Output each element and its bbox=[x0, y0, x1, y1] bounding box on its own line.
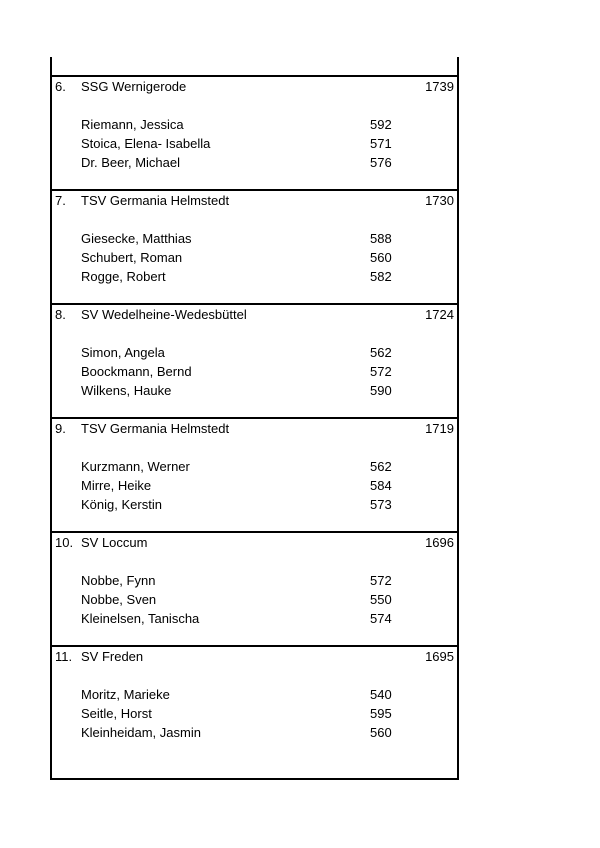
player-score: 550 bbox=[370, 592, 392, 607]
team-total: 1696 bbox=[425, 535, 454, 550]
player-name: Nobbe, Sven bbox=[81, 592, 157, 607]
team-total: 1719 bbox=[425, 421, 454, 436]
player-score: 572 bbox=[370, 364, 392, 379]
player-name: Mirre, Heike bbox=[81, 478, 152, 493]
team-rank: 10. bbox=[55, 535, 74, 550]
team-rank: 6. bbox=[55, 79, 66, 94]
player-score: 590 bbox=[370, 383, 392, 398]
player-score: 582 bbox=[370, 269, 392, 284]
team-rank: 9. bbox=[55, 421, 66, 436]
player-name: Moritz, Marieke bbox=[81, 687, 170, 702]
player-name: Kurzmann, Werner bbox=[81, 459, 190, 474]
team-block bbox=[52, 645, 457, 759]
player-score: 562 bbox=[370, 459, 392, 474]
player-name: Wilkens, Hauke bbox=[81, 383, 172, 398]
player-name: Rogge, Robert bbox=[81, 269, 166, 284]
player-name: König, Kerstin bbox=[81, 497, 162, 512]
player-name: Simon, Angela bbox=[81, 345, 165, 360]
team-club: TSV Germania Helmstedt bbox=[81, 193, 230, 208]
player-score: 562 bbox=[370, 345, 392, 360]
team-club: SV Loccum bbox=[81, 535, 148, 550]
player-score: 560 bbox=[370, 250, 392, 265]
team-block bbox=[52, 531, 457, 645]
player-score: 540 bbox=[370, 687, 392, 702]
player-name: Riemann, Jessica bbox=[81, 117, 184, 132]
team-block bbox=[52, 189, 457, 303]
player-score: 592 bbox=[370, 117, 392, 132]
player-name: Nobbe, Fynn bbox=[81, 573, 156, 588]
player-name: Stoica, Elena- Isabella bbox=[81, 136, 211, 151]
team-total: 1695 bbox=[425, 649, 454, 664]
player-score: 595 bbox=[370, 706, 392, 721]
player-score: 574 bbox=[370, 611, 392, 626]
player-score: 572 bbox=[370, 573, 392, 588]
player-score: 560 bbox=[370, 725, 392, 740]
team-club: SV Wedelheine-Wedesbüttel bbox=[81, 307, 247, 322]
team-block bbox=[52, 303, 457, 417]
player-name: Kleinelsen, Tanischa bbox=[81, 611, 200, 626]
team-club: TSV Germania Helmstedt bbox=[81, 421, 230, 436]
player-name: Schubert, Roman bbox=[81, 250, 183, 265]
team-total: 1724 bbox=[425, 307, 454, 322]
team-total: 1739 bbox=[425, 79, 454, 94]
team-club: SSG Wernigerode bbox=[81, 79, 187, 94]
player-score: 573 bbox=[370, 497, 392, 512]
team-block bbox=[52, 75, 457, 189]
player-score: 584 bbox=[370, 478, 392, 493]
player-name: Boockmann, Bernd bbox=[81, 364, 192, 379]
team-total: 1730 bbox=[425, 193, 454, 208]
player-name: Giesecke, Matthias bbox=[81, 231, 192, 246]
team-rank: 7. bbox=[55, 193, 66, 208]
team-club: SV Freden bbox=[81, 649, 144, 664]
team-rank: 11. bbox=[55, 649, 73, 664]
player-name: Kleinheidam, Jasmin bbox=[81, 725, 201, 740]
player-score: 571 bbox=[370, 136, 392, 151]
player-score: 576 bbox=[370, 155, 392, 170]
player-score: 588 bbox=[370, 231, 392, 246]
results-table bbox=[50, 57, 459, 780]
player-name: Dr. Beer, Michael bbox=[81, 155, 180, 170]
team-block bbox=[52, 417, 457, 531]
team-rank: 8. bbox=[55, 307, 66, 322]
player-name: Seitle, Horst bbox=[81, 706, 152, 721]
